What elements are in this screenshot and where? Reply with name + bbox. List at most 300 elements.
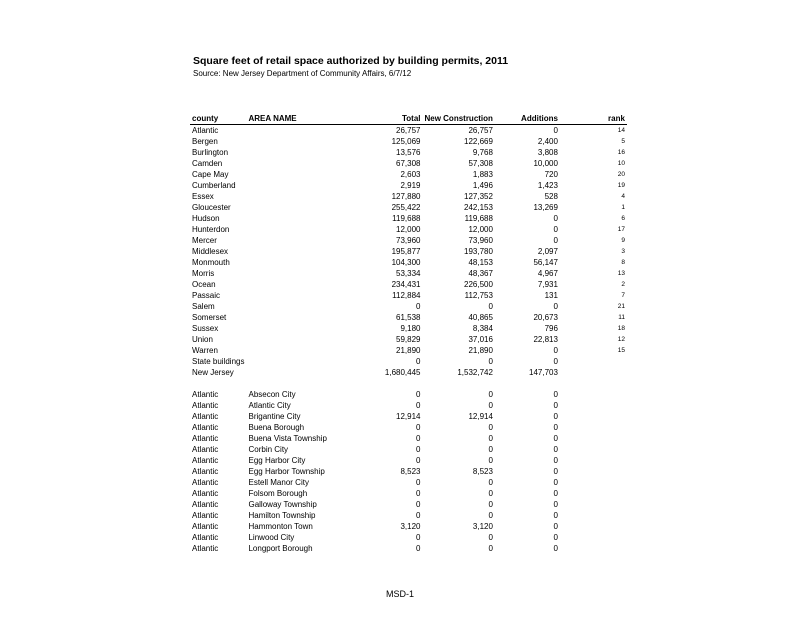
county-cell: Atlantic xyxy=(192,544,219,553)
total-cell: 127,880 xyxy=(391,192,421,201)
county-cell: Mercer xyxy=(192,236,217,245)
new-construction-cell: 0 xyxy=(488,390,493,399)
spacer-cell xyxy=(560,532,605,543)
rank-cell: 10 xyxy=(617,160,625,167)
new-construction-cell: 0 xyxy=(488,544,493,553)
total-cell: 195,877 xyxy=(391,247,421,256)
table-row xyxy=(190,411,627,422)
area-name-cell xyxy=(246,246,354,257)
table-row xyxy=(190,510,627,521)
rank-cell: 2 xyxy=(621,281,625,288)
county-cell: Burlington xyxy=(192,148,229,157)
new-construction-cell: 8,523 xyxy=(472,467,493,476)
additions-cell: 56,147 xyxy=(533,258,558,267)
rank-cell xyxy=(605,356,627,367)
spacer-cell xyxy=(560,466,605,477)
county-cell: Atlantic xyxy=(192,423,219,432)
county-cell: Hudson xyxy=(192,214,220,223)
rank-cell: 19 xyxy=(617,182,625,189)
total-cell: 12,914 xyxy=(396,412,421,421)
spacer-cell xyxy=(560,499,605,510)
new-construction-cell: 112,753 xyxy=(464,291,493,300)
additions-cell: 0 xyxy=(553,214,558,223)
total-cell: 0 xyxy=(416,445,421,454)
additions-cell: 0 xyxy=(553,544,558,553)
total-cell: 73,960 xyxy=(396,236,421,245)
additions-cell: 0 xyxy=(553,401,558,410)
spacer-cell xyxy=(560,213,605,224)
table-row xyxy=(190,268,627,279)
total-cell: 0 xyxy=(416,478,421,487)
county-cell: Cape May xyxy=(192,170,229,179)
column-spacer xyxy=(560,113,605,125)
rank-cell: 20 xyxy=(617,171,625,178)
county-cell: Salem xyxy=(192,302,215,311)
spacer-cell xyxy=(560,180,605,191)
new-construction-cell: 242,153 xyxy=(464,203,493,212)
new-construction-cell: 0 xyxy=(488,401,493,410)
total-cell: 234,431 xyxy=(391,280,421,289)
new-construction-cell: 0 xyxy=(488,456,493,465)
column-header-total: Total xyxy=(354,113,422,125)
county-cell: Atlantic xyxy=(192,500,219,509)
spacer-cell xyxy=(560,235,605,246)
area-name-cell xyxy=(246,158,354,169)
rank-cell xyxy=(605,400,627,411)
total-cell: 0 xyxy=(416,456,421,465)
additions-cell: 22,813 xyxy=(533,335,558,344)
table-row xyxy=(190,202,627,213)
spacer-cell xyxy=(560,411,605,422)
spacer-cell xyxy=(560,356,605,367)
new-construction-cell: 73,960 xyxy=(468,236,493,245)
table-header-row xyxy=(190,113,627,125)
column-header-county: county xyxy=(190,113,246,125)
spacer-cell xyxy=(560,433,605,444)
area-name-cell xyxy=(246,345,354,356)
total-cell: 12,000 xyxy=(396,225,421,234)
new-construction-cell: 40,865 xyxy=(468,313,493,322)
county-cell: Atlantic xyxy=(192,445,219,454)
additions-cell: 0 xyxy=(553,225,558,234)
additions-cell: 13,269 xyxy=(533,203,558,212)
new-construction-cell: 122,669 xyxy=(464,137,493,146)
area-name-cell xyxy=(246,125,354,137)
additions-cell: 0 xyxy=(553,412,558,421)
spacer-cell xyxy=(560,400,605,411)
table-row xyxy=(190,158,627,169)
spacer-cell xyxy=(560,455,605,466)
rank-cell xyxy=(605,543,627,554)
county-cell: Atlantic xyxy=(192,467,219,476)
table-row xyxy=(190,323,627,334)
rank-cell xyxy=(605,455,627,466)
rank-cell xyxy=(605,411,627,422)
new-construction-cell: 0 xyxy=(488,434,493,443)
new-construction-cell: 0 xyxy=(488,357,493,366)
additions-cell: 796 xyxy=(544,324,558,333)
table-row xyxy=(190,444,627,455)
table-row xyxy=(190,279,627,290)
rank-cell: 13 xyxy=(617,270,625,277)
additions-cell: 0 xyxy=(553,489,558,498)
county-cell: New Jersey xyxy=(192,368,234,377)
rank-cell xyxy=(605,466,627,477)
column-header-rank: rank xyxy=(605,113,627,125)
county-cell: Warren xyxy=(192,346,218,355)
rank-cell: 7 xyxy=(621,292,625,299)
area-name-cell xyxy=(246,147,354,158)
county-cell: Atlantic xyxy=(192,434,219,443)
rank-cell: 3 xyxy=(621,248,625,255)
additions-cell: 0 xyxy=(553,236,558,245)
rank-cell: 16 xyxy=(617,149,625,156)
area-name-cell xyxy=(246,202,354,213)
total-cell: 255,422 xyxy=(391,203,421,212)
section-spacer xyxy=(190,378,627,389)
table-row xyxy=(190,367,627,378)
area-name-cell: Folsom Borough xyxy=(248,489,308,498)
rank-cell: 1 xyxy=(621,204,625,211)
new-construction-cell: 48,153 xyxy=(468,258,493,267)
total-cell: 2,919 xyxy=(400,181,421,190)
area-name-cell xyxy=(246,279,354,290)
total-cell: 104,300 xyxy=(391,258,421,267)
spacer-cell xyxy=(560,312,605,323)
rank-cell: 8 xyxy=(621,259,625,266)
additions-cell: 0 xyxy=(553,500,558,509)
total-cell: 119,688 xyxy=(392,214,421,223)
new-construction-cell: 0 xyxy=(488,302,493,311)
table-row xyxy=(190,455,627,466)
new-construction-cell: 37,016 xyxy=(468,335,493,344)
new-construction-cell: 9,768 xyxy=(472,148,493,157)
area-name-cell xyxy=(246,213,354,224)
spacer-cell xyxy=(560,136,605,147)
spacer-cell xyxy=(560,543,605,554)
new-construction-cell: 48,367 xyxy=(468,269,493,278)
new-construction-cell: 3,120 xyxy=(472,522,493,531)
total-cell: 0 xyxy=(416,500,421,509)
rank-cell xyxy=(605,521,627,532)
new-construction-cell: 1,883 xyxy=(472,170,493,179)
area-name-cell xyxy=(246,224,354,235)
table-row xyxy=(190,224,627,235)
total-cell: 0 xyxy=(416,434,421,443)
area-name-cell: Hammonton Town xyxy=(248,522,313,531)
rank-cell: 21 xyxy=(617,303,625,310)
table-row xyxy=(190,257,627,268)
rank-cell xyxy=(605,532,627,543)
area-name-cell: Brigantine City xyxy=(248,412,301,421)
spacer-cell xyxy=(560,477,605,488)
area-name-cell xyxy=(246,191,354,202)
spacer-cell xyxy=(560,334,605,345)
spacer-cell xyxy=(560,301,605,312)
table-row xyxy=(190,356,627,367)
total-cell: 0 xyxy=(416,302,421,311)
page-number: MSD-1 xyxy=(385,589,414,599)
total-cell: 0 xyxy=(416,401,421,410)
area-name-cell xyxy=(246,301,354,312)
total-cell: 9,180 xyxy=(400,324,421,333)
additions-cell: 7,931 xyxy=(537,280,558,289)
table-row xyxy=(190,147,627,158)
county-summary-rows xyxy=(190,125,627,379)
rank-cell xyxy=(605,433,627,444)
total-cell: 0 xyxy=(416,390,421,399)
retail-space-table xyxy=(190,113,627,554)
new-construction-cell: 119,688 xyxy=(464,214,493,223)
table-row xyxy=(190,301,627,312)
new-construction-cell: 0 xyxy=(488,511,493,520)
additions-cell: 2,400 xyxy=(537,137,558,146)
spacer-cell xyxy=(560,246,605,257)
table-row xyxy=(190,422,627,433)
total-cell: 125,069 xyxy=(391,137,421,146)
area-name-cell: Linwood City xyxy=(248,533,295,542)
county-cell: Atlantic xyxy=(192,390,219,399)
table-row xyxy=(190,389,627,400)
rank-cell: 14 xyxy=(617,127,625,134)
area-name-cell: Estell Manor City xyxy=(248,478,309,487)
table-row xyxy=(190,312,627,323)
additions-cell: 0 xyxy=(553,302,558,311)
total-cell: 59,829 xyxy=(396,335,421,344)
column-header-new-construction: New Construction xyxy=(424,114,493,123)
rank-cell: 12 xyxy=(617,336,625,343)
additions-cell: 0 xyxy=(553,533,558,542)
county-cell: Hunterdon xyxy=(192,225,230,234)
area-name-cell xyxy=(246,367,354,378)
rank-cell xyxy=(605,488,627,499)
table-row xyxy=(190,169,627,180)
rank-cell: 5 xyxy=(621,138,625,145)
spacer-cell xyxy=(560,521,605,532)
spacer-cell xyxy=(560,224,605,235)
additions-cell: 0 xyxy=(553,357,558,366)
spacer-cell xyxy=(560,290,605,301)
area-name-cell: Egg Harbor City xyxy=(248,456,306,465)
spacer-cell xyxy=(560,268,605,279)
source-note: Source: New Jersey Department of Community Affairs, 6/7/12 xyxy=(193,69,412,78)
additions-cell: 0 xyxy=(553,390,558,399)
spacer-cell xyxy=(560,510,605,521)
area-name-cell: Atlantic City xyxy=(248,401,291,410)
new-construction-cell: 26,757 xyxy=(468,126,493,135)
spacer-cell xyxy=(560,202,605,213)
additions-cell: 20,673 xyxy=(533,313,558,322)
county-cell: Middlesex xyxy=(192,247,229,256)
new-construction-cell: 12,914 xyxy=(468,412,493,421)
table-row xyxy=(190,246,627,257)
table-row xyxy=(190,290,627,301)
county-cell: Essex xyxy=(192,192,214,201)
county-cell: State buildings xyxy=(192,357,245,366)
spacer-cell xyxy=(560,367,605,378)
area-name-cell xyxy=(246,169,354,180)
table-row xyxy=(190,213,627,224)
area-name-cell xyxy=(246,257,354,268)
county-cell: Atlantic xyxy=(192,522,219,531)
rank-cell xyxy=(605,444,627,455)
new-construction-cell: 0 xyxy=(488,500,493,509)
spacer-cell xyxy=(560,169,605,180)
area-name-cell xyxy=(246,136,354,147)
new-construction-cell: 21,890 xyxy=(468,346,493,355)
table-row xyxy=(190,543,627,554)
total-cell: 3,120 xyxy=(400,522,421,531)
additions-cell: 0 xyxy=(553,126,558,135)
municipality-rows xyxy=(190,389,627,554)
additions-cell: 0 xyxy=(553,478,558,487)
additions-cell: 0 xyxy=(553,456,558,465)
spacer-cell xyxy=(560,191,605,202)
county-cell: Morris xyxy=(192,269,215,278)
spacer-cell xyxy=(560,147,605,158)
table-row xyxy=(190,521,627,532)
area-name-cell xyxy=(246,323,354,334)
rank-cell xyxy=(605,477,627,488)
total-cell: 2,603 xyxy=(400,170,421,179)
area-name-cell: Galloway Township xyxy=(248,500,317,509)
county-cell: Monmouth xyxy=(192,258,230,267)
total-cell: 0 xyxy=(416,489,421,498)
additions-cell: 0 xyxy=(553,522,558,531)
county-cell: Bergen xyxy=(192,137,218,146)
total-cell: 0 xyxy=(416,511,421,520)
county-cell: Atlantic xyxy=(192,511,219,520)
total-cell: 1,680,445 xyxy=(384,368,421,377)
area-name-cell xyxy=(246,312,354,323)
rank-cell xyxy=(605,422,627,433)
rank-cell xyxy=(605,510,627,521)
area-name-cell: Longport Borough xyxy=(248,544,313,553)
additions-cell: 1,423 xyxy=(537,181,558,190)
rank-cell: 15 xyxy=(617,347,625,354)
total-cell: 0 xyxy=(416,357,421,366)
county-cell: Atlantic xyxy=(192,412,219,421)
spacer-cell xyxy=(560,389,605,400)
county-cell: Atlantic xyxy=(192,489,219,498)
area-name-cell: Absecon City xyxy=(248,390,296,399)
spacer-cell xyxy=(560,444,605,455)
area-name-cell: Egg Harbor Township xyxy=(248,467,325,476)
additions-cell: 528 xyxy=(544,192,558,201)
new-construction-cell: 0 xyxy=(488,489,493,498)
area-name-cell xyxy=(246,268,354,279)
area-name-cell xyxy=(246,235,354,246)
table-row xyxy=(190,499,627,510)
additions-cell: 0 xyxy=(553,434,558,443)
rank-cell: 18 xyxy=(617,325,625,332)
new-construction-cell: 0 xyxy=(488,423,493,432)
county-cell: Cumberland xyxy=(192,181,236,190)
rank-cell: 11 xyxy=(618,314,625,321)
table-row xyxy=(190,334,627,345)
additions-cell: 131 xyxy=(544,291,558,300)
county-cell: Atlantic xyxy=(192,533,219,542)
new-construction-cell: 1,496 xyxy=(472,181,493,190)
additions-cell: 0 xyxy=(553,445,558,454)
spacer-cell xyxy=(560,279,605,290)
county-cell: Atlantic xyxy=(192,456,219,465)
additions-cell: 147,703 xyxy=(529,368,558,377)
new-construction-cell: 193,780 xyxy=(464,247,493,256)
table-row xyxy=(190,433,627,444)
additions-cell: 10,000 xyxy=(533,159,558,168)
rank-cell xyxy=(605,389,627,400)
new-construction-cell: 0 xyxy=(488,533,493,542)
new-construction-cell: 12,000 xyxy=(468,225,493,234)
spacer-cell xyxy=(560,158,605,169)
table-row xyxy=(190,235,627,246)
new-construction-cell: 57,308 xyxy=(468,159,493,168)
total-cell: 21,890 xyxy=(396,346,421,355)
spacer-cell xyxy=(560,488,605,499)
county-cell: Atlantic xyxy=(192,401,219,410)
total-cell: 26,757 xyxy=(396,126,421,135)
rank-cell: 6 xyxy=(621,215,625,222)
county-cell: Gloucester xyxy=(192,203,231,212)
county-cell: Somerset xyxy=(192,313,227,322)
column-header-additions: Additions xyxy=(495,113,560,125)
table-row xyxy=(190,180,627,191)
additions-cell: 0 xyxy=(553,467,558,476)
additions-cell: 0 xyxy=(553,423,558,432)
new-construction-cell: 0 xyxy=(488,445,493,454)
spacer-cell xyxy=(560,257,605,268)
column-header-area-name: AREA NAME xyxy=(246,113,354,125)
county-cell: Atlantic xyxy=(192,478,219,487)
new-construction-cell: 1,532,742 xyxy=(457,368,493,377)
area-name-cell: Buena Vista Township xyxy=(248,434,327,443)
new-construction-cell: 8,384 xyxy=(472,324,493,333)
additions-cell: 4,967 xyxy=(537,269,558,278)
county-cell: Ocean xyxy=(192,280,216,289)
additions-cell: 2,097 xyxy=(537,247,558,256)
county-cell: Camden xyxy=(192,159,223,168)
total-cell: 0 xyxy=(416,423,421,432)
new-construction-cell: 127,352 xyxy=(464,192,493,201)
area-name-cell xyxy=(246,334,354,345)
spacer-cell xyxy=(560,422,605,433)
table-row xyxy=(190,136,627,147)
table-row xyxy=(190,125,627,137)
spacer-cell xyxy=(560,345,605,356)
document-title: Square feet of retail space authorized by building permits, 2011 xyxy=(193,55,509,67)
additions-cell: 0 xyxy=(553,511,558,520)
area-name-cell: Corbin City xyxy=(248,445,289,454)
table-row xyxy=(190,488,627,499)
rank-cell: 4 xyxy=(621,193,625,200)
total-cell: 0 xyxy=(416,544,421,553)
total-cell: 61,538 xyxy=(396,313,421,322)
rank-cell xyxy=(605,499,627,510)
total-cell: 0 xyxy=(416,533,421,542)
additions-cell: 720 xyxy=(544,170,558,179)
area-name-cell xyxy=(246,290,354,301)
new-construction-cell: 226,500 xyxy=(464,280,493,289)
table-row xyxy=(190,466,627,477)
rank-cell: 9 xyxy=(621,237,625,244)
area-name-cell: Buena Borough xyxy=(248,423,305,432)
area-name-cell xyxy=(246,356,354,367)
county-cell: Sussex xyxy=(192,324,219,333)
county-cell: Atlantic xyxy=(192,126,219,135)
table-row xyxy=(190,400,627,411)
total-cell: 112,884 xyxy=(392,291,421,300)
